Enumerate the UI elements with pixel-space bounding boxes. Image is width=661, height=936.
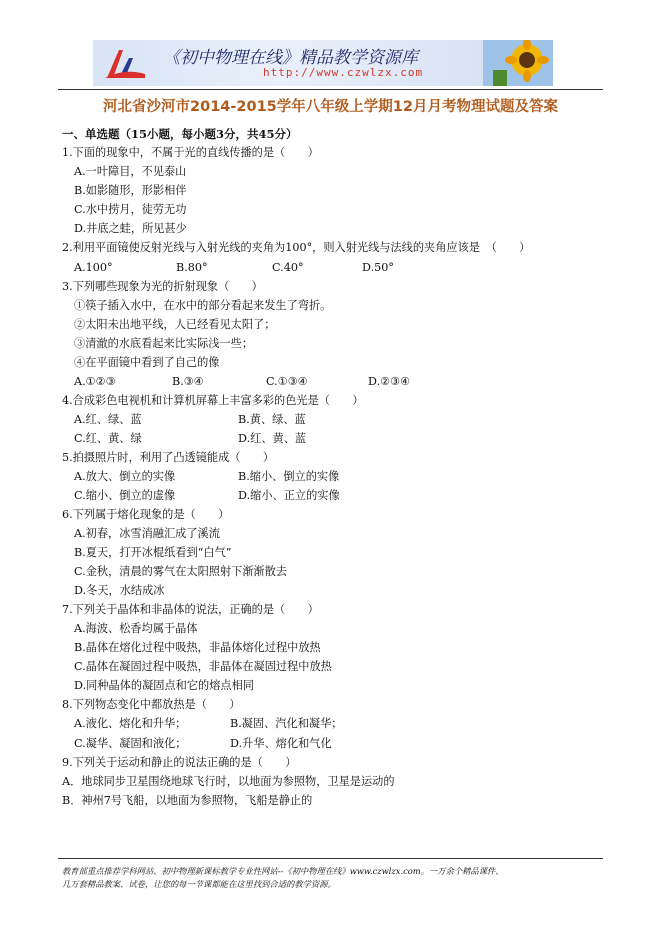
footer-line-2: 几万套精品教案、试卷，让您的每一节课都能在这里找到合适的教学资源。 [62,879,336,889]
question-3-option-c: C.①③④ [266,375,308,388]
question-4-option-d: D.红、黄、蓝 [238,432,307,445]
question-9-option-b: B．神州7号飞船，以地面为参照物，飞船是静止的 [62,794,313,807]
question-3-option-d: D.②③④ [368,375,411,388]
header-divider [58,89,603,90]
section-heading: 一、单选题（15小题，每小题3分，共45分） [62,127,298,141]
question-3-statement-4: ④在平面镜中看到了自己的像 [74,356,220,369]
question-8-option-c: C.凝华、凝固和液化； [74,737,187,750]
question-3-statement-1: ①筷子插入水中，在水中的部分看起来发生了弯折。 [74,299,332,312]
question-5-stem: 5.拍摄照片时，利用了凸透镜能成（ ） [62,451,275,464]
question-7-option-c: C.晶体在凝固过程中吸热，非晶体在凝固过程中放热 [74,660,332,673]
question-4-option-a: A.红、绿、蓝 [74,413,142,426]
question-6-stem: 6.下列属于熔化现象的是（ ） [62,508,230,521]
question-1-option-b: B.如影随形，形影相伴 [74,184,187,197]
question-3-stem: 3.下列哪些现象为光的折射现象（ ） [62,280,263,293]
question-2-option-d: D.50° [362,261,394,274]
question-3-statement-3: ③清澈的水底看起来比实际浅一些； [74,337,254,350]
footer-divider [58,858,603,859]
question-1-option-c: C.水中捞月，徒劳无功 [74,203,187,216]
question-4-stem: 4.合成彩色电视机和计算机屏幕上丰富多彩的色光是（ ） [62,394,364,407]
question-4-option-c: C.红、黄、绿 [74,432,142,445]
question-8-option-d: D.升华、熔化和气化 [230,737,332,750]
question-8-stem: 8.下列物态变化中都放热是（ ） [62,698,241,711]
question-2-option-a: A.100° [74,261,113,274]
question-5-option-c: C.缩小、倒立的虚像 [74,489,176,502]
question-8-option-b: B.凝固、汽化和凝华； [230,717,343,730]
question-8-option-a: A.液化、熔化和升华； [74,717,187,730]
question-7-option-a: A.海波、松香均属于晶体 [74,622,198,635]
question-5-option-b: B.缩小、倒立的实像 [238,470,340,483]
document-title: 河北省沙河市2014-2015学年八年级上学期12月月考物理试题及答案 [103,99,558,115]
header-banner [93,40,553,86]
question-2-option-b: B.80° [176,261,208,274]
question-1-option-a: A.一叶障目，不见泰山 [74,165,187,178]
sunflower-icon [483,40,553,86]
question-6-option-b: B.夏天，打开冰棍纸看到“白气” [74,546,232,559]
question-1-stem: 1.下面的现象中，不属于光的直线传播的是（ ） [62,146,319,159]
banner-title: 《初中物理在线》精品教学资源库 [163,48,418,68]
question-7-stem: 7.下列关于晶体和非晶体的说法，正确的是（ ） [62,603,319,616]
question-5-option-a: A.放大、倒立的实像 [74,470,176,483]
footer-line-1: 教育部重点推荐学科网站、初中物理新课标教学专业性网站--《初中物理在线》www.czwlzx.com。一万余个精品课件、 [62,866,504,876]
question-6-option-c: C.金秋，清晨的雾气在太阳照射下渐渐散去 [74,565,288,578]
site-logo-icon [101,44,149,82]
question-1-option-d: D.井底之蛙，所见甚少 [74,222,187,235]
question-7-option-d: D.同种晶体的凝固点和它的熔点相同 [74,679,254,692]
question-6-option-a: A.初春，冰雪消融汇成了溪流 [74,527,220,540]
question-4-option-b: B.黄、绿、蓝 [238,413,306,426]
question-2-option-c: C.40° [272,261,304,274]
question-6-option-d: D.冬天，水结成冰 [74,584,165,597]
question-3-statement-2: ②太阳未出地平线，人已经看见太阳了； [74,318,276,331]
question-5-option-d: D.缩小、正立的实像 [238,489,340,502]
question-3-option-b: B.③④ [172,375,204,388]
question-9-stem: 9.下列关于运动和静止的说法正确的是（ ） [62,756,297,769]
question-3-option-a: A.①②③ [74,375,116,388]
question-7-option-b: B.晶体在熔化过程中吸热，非晶体熔化过程中放热 [74,641,321,654]
question-2-stem: 2.利用平面镜使反射光线与入射光线的夹角为100°，则入射光线与法线的夹角应该是 （ ） [62,241,531,254]
question-9-option-a: A．地球同步卫星围绕地球飞行时，以地面为参照物，卫星是运动的 [62,775,395,788]
banner-url[interactable]: http://www.czwlzx.com [263,66,424,79]
